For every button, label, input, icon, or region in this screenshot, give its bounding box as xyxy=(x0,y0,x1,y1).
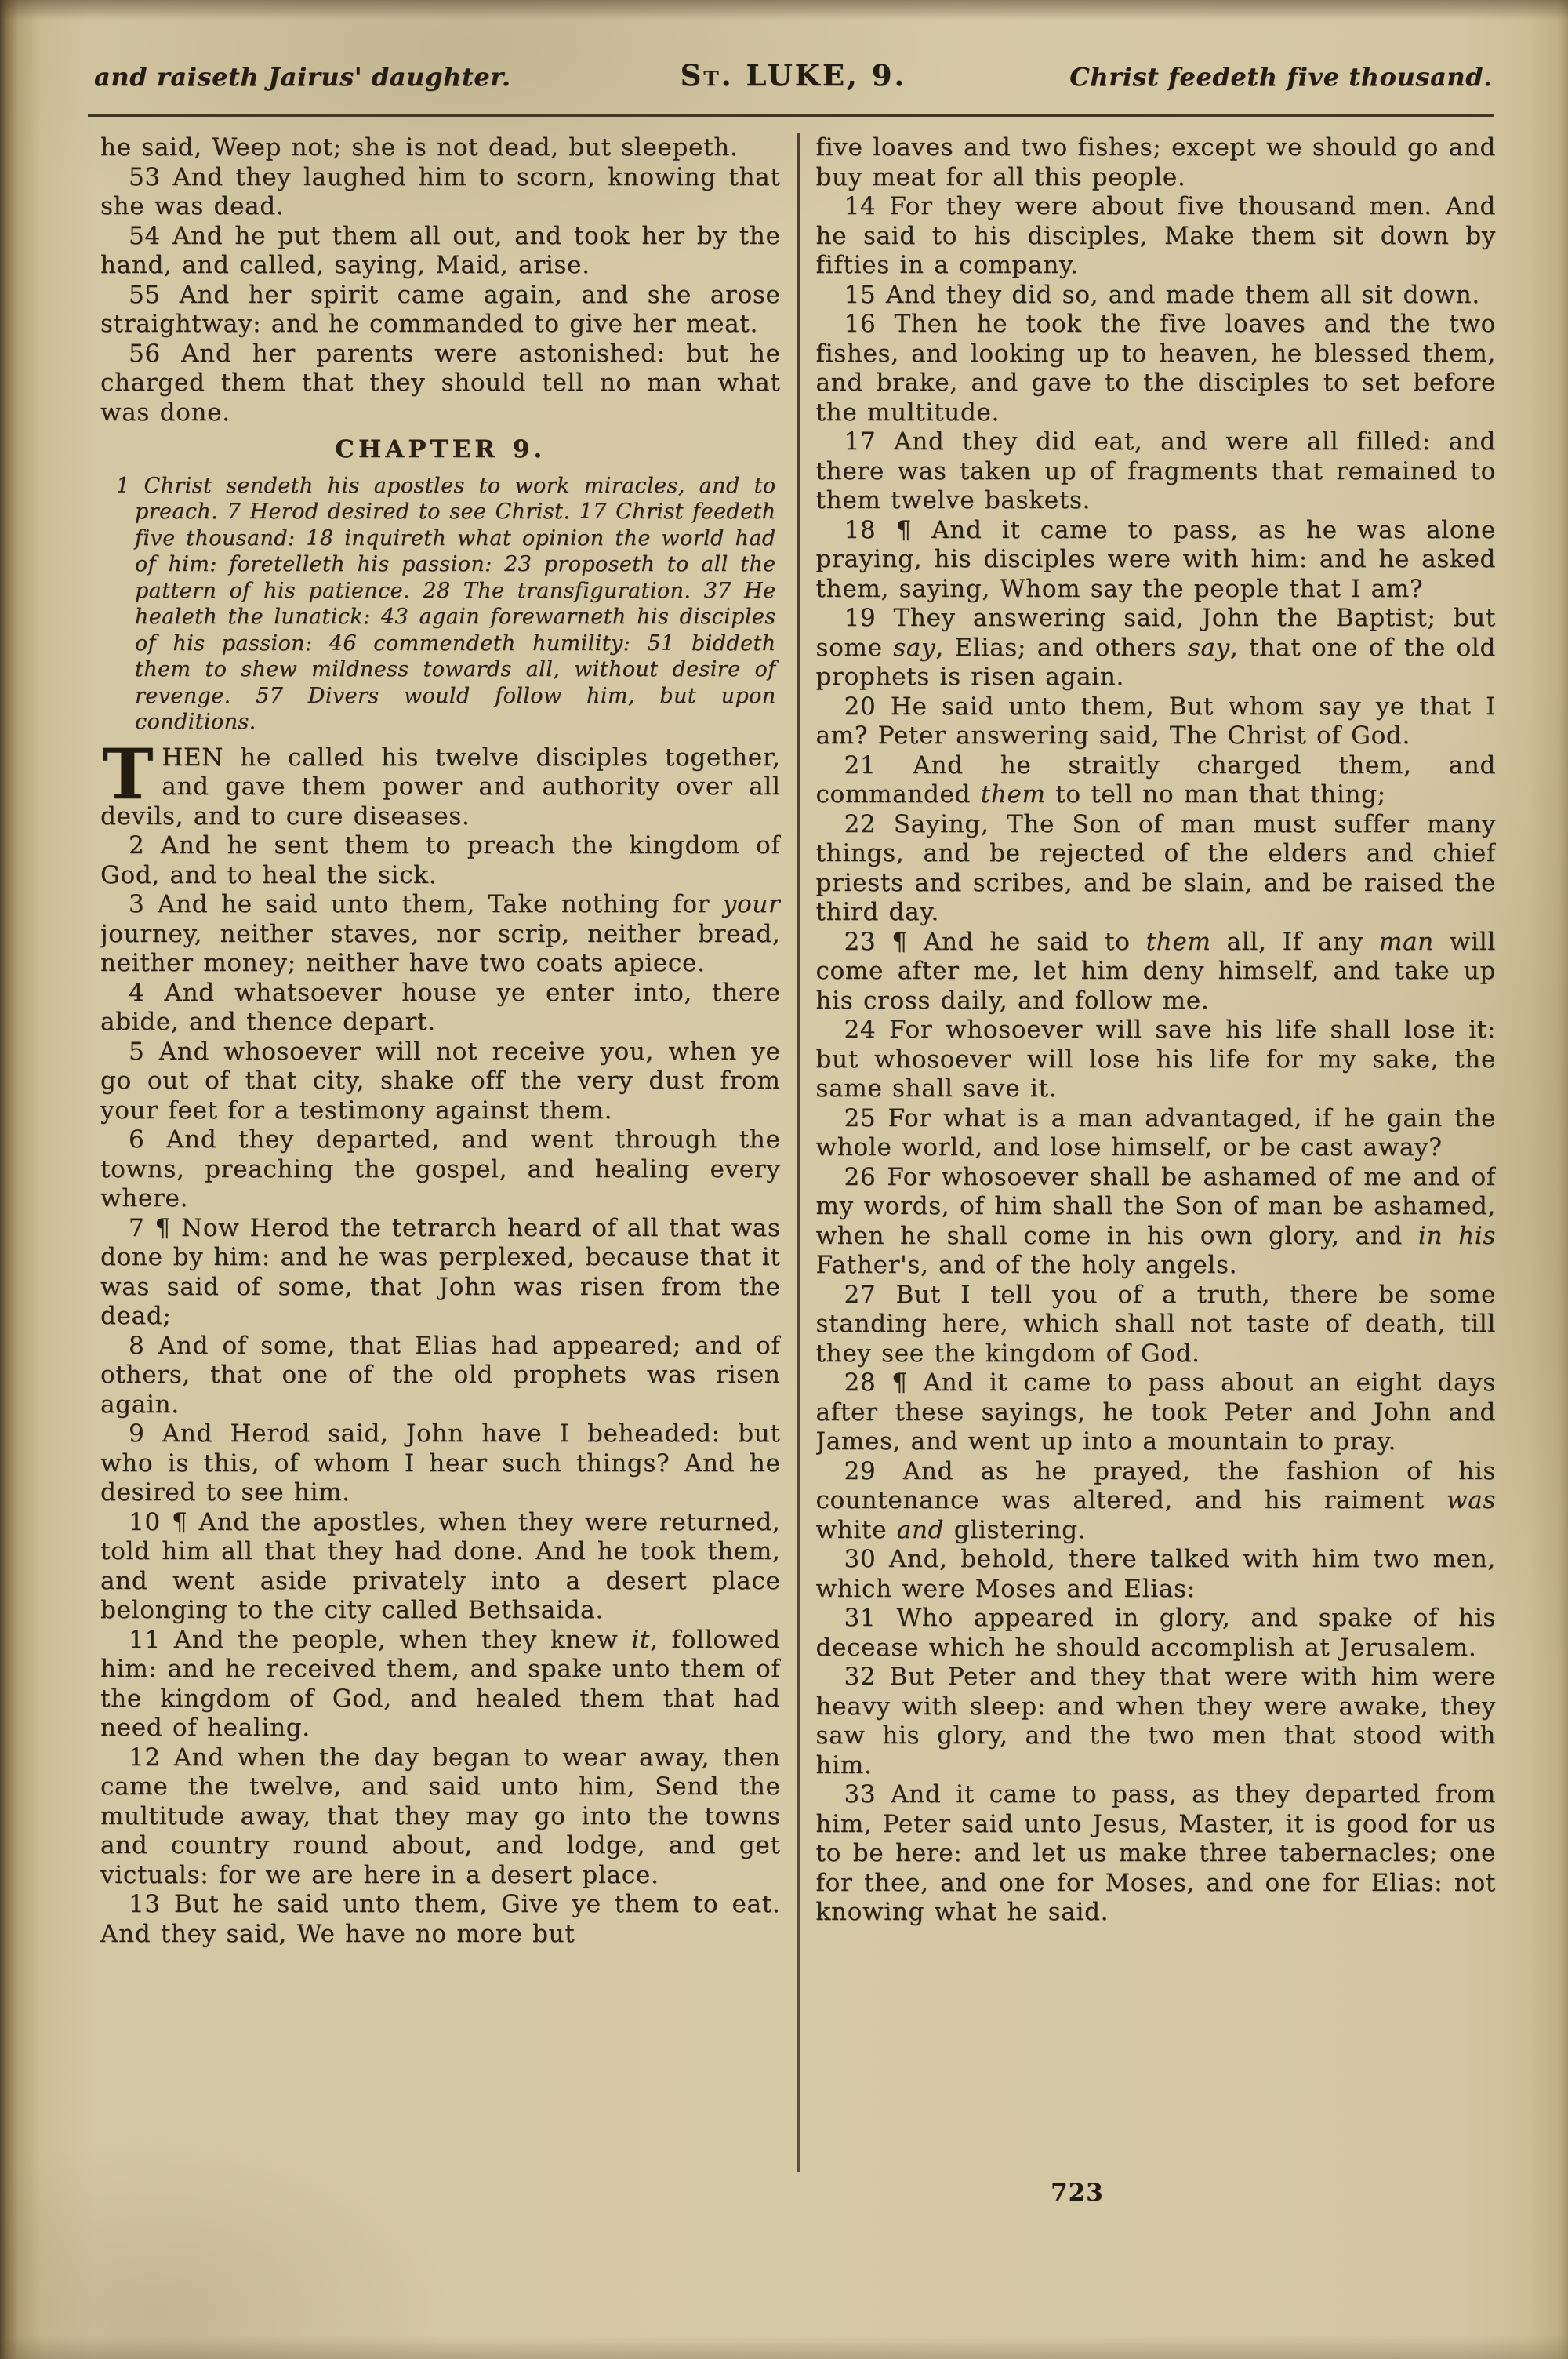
verse-paragraph: 7 ¶ Now Herod the tetrarch heard of all that was done by him: and he was perplexed, because that it was said of some, that John was risen from the dead; xyxy=(100,1213,781,1330)
verse-paragraph: 4 And whatsoever house ye enter into, there abide, and thence depart. xyxy=(100,978,781,1036)
verse-paragraph: 13 But he said unto them, Give ye them to eat. And they said, We have no more but xyxy=(100,1890,781,1948)
text-columns xyxy=(100,133,1496,2172)
verse-paragraph: 19 They answering said, John the Baptist; but some say, Elias; and others say, that one of the old prophets is risen again. xyxy=(815,604,1496,691)
verse-paragraph: 12 And when the day began to wear away, then came the twelve, and said unto him, Send the multitude away, that they may go into the towns and country round about, and lodge, and get victuals: for we are here in a desert place. xyxy=(100,1743,781,1889)
verse-paragraph: 9 And Herod said, John have I beheaded: but who is this, of whom I hear such things? And he desired to see him. xyxy=(100,1419,781,1507)
verse-paragraph: he said, Weep not; she is not dead, but sleepeth. xyxy=(100,133,739,162)
verse-paragraph: 54 And he put them all out, and took her by the hand, and called, saying, Maid, arise. xyxy=(100,221,781,279)
running-header xyxy=(94,58,1493,93)
drop-cap: T xyxy=(102,732,154,815)
verse-paragraph: 55 And her spirit came again, and she arose straightway: and he commanded to give her meat. xyxy=(100,280,781,338)
verse-paragraph: 10 ¶ And the apostles, when they were returned, told him all that they had done. And he took them, and went aside privately into a desert place belonging to the city called Bethsaida. xyxy=(100,1507,781,1624)
chapter-heading: CHAPTER 9. xyxy=(335,435,546,463)
verse-paragraph: 3 And he said unto them, Take nothing for your journey, neither staves, nor scrip, neither bread, neither money; neither have two coats apiece. xyxy=(100,890,781,977)
verse-paragraph: 30 And, behold, there talked with him two men, which were Moses and Elias: xyxy=(815,1545,1496,1603)
verse-paragraph: five loaves and two fishes; except we should go and buy meat for all this people. xyxy=(815,133,1496,191)
verse-paragraph: 32 But Peter and they that were with him were heavy with sleep: and when they were awake, they saw his glory, and the two men that stood with him. xyxy=(815,1663,1496,1779)
verse-paragraph: 11 And the people, when they knew it, followed him: and he received them, and spake unto them of the kingdom of God, and healed them that had need of healing. xyxy=(100,1625,781,1742)
running-header-center: St. LUKE, 9. xyxy=(680,58,907,93)
verse-paragraph: 5 And whosoever will not receive you, when ye go out of that city, shake off the very dust from your feet for a testimony against them. xyxy=(100,1037,781,1125)
verse-paragraph: 22 Saying, The Son of man must suffer many things, and be rejected of the elders and chief priests and scribes, and be slain, and be raised the third day. xyxy=(815,809,1496,926)
right-column xyxy=(816,133,1497,2172)
verse-paragraph: 27 But I tell you of a truth, there be some standing here, which shall not taste of death, till they see the kingdom of God. xyxy=(815,1280,1496,1368)
chapter-summary: 1 Christ sendeth his apostles to work miracles, and to preach. 7 Herod desired to see Christ. 17 Christ feedeth five thousand: 18 inquireth what opinion the world had of him: foretelleth his passion: 23 proposeth to all the pattern of his patience. 28 The transfiguration. 37 He healeth the lunatick: 43 again forewarneth his disciples of his passion: 46 commendeth humility: 51 biddeth them to shew mildness towards all, without desire of revenge. 57 Divers would follow him, but upon conditions. xyxy=(116,473,776,734)
verse-paragraph: 53 And they laughed him to scorn, knowing that she was dead. xyxy=(100,162,781,220)
page-edge-shadow-top xyxy=(0,0,1568,20)
verse-paragraph: 20 He said unto them, But whom say ye that I am? Peter answering said, The Christ of God. xyxy=(815,692,1496,750)
verse-paragraph: 29 And as he prayed, the fashion of his countenance was altered, and his raiment was white and glistering. xyxy=(815,1456,1496,1544)
verse-paragraph: THEN he called his twelve disciples together, and gave them power and authority over all devils, and to cure diseases. xyxy=(100,732,781,831)
verse-paragraph: 17 And they did eat, and were all filled: and there was taken up of fragments that remained to them twelve baskets. xyxy=(815,427,1496,514)
verse-paragraph: 25 For what is a man advantaged, if he gain the whole world, and lose himself, or be cast away? xyxy=(815,1103,1496,1161)
verse-paragraph: 28 ¶ And it came to pass about an eight days after these sayings, he took Peter and John and James, and went up into a mountain to pray. xyxy=(815,1369,1496,1456)
left-column xyxy=(100,133,781,2172)
verse-paragraph: 2 And he sent them to preach the kingdom of God, and to heal the sick. xyxy=(100,831,781,889)
column-divider xyxy=(797,133,800,2172)
verse-paragraph: 6 And they departed, and went through the towns, preaching the gospel, and healing every where. xyxy=(100,1125,781,1212)
verse-paragraph: 21 And he straitly charged them, and commanded them to tell no man that thing; xyxy=(815,751,1496,809)
verse-paragraph: 56 And her parents were astonished: but he charged them that they should tell no man what was done. xyxy=(100,339,781,427)
running-header-left: and raiseth Jairus' daughter. xyxy=(94,62,511,92)
running-header-right: Christ feedeth five thousand. xyxy=(1069,62,1493,92)
verse-paragraph: 18 ¶ And it came to pass, as he was alone praying, his disciples were with him: and he asked them, saying, Whom say the people that I am? xyxy=(815,515,1496,603)
verse-paragraph: 16 Then he took the five loaves and the two fishes, and looking up to heaven, he blessed them, and brake, and gave to the disciples to set before the multitude. xyxy=(815,310,1496,427)
page-number: 723 xyxy=(1051,2179,1104,2207)
verse-paragraph: 15 And they did so, and made them all sit down. xyxy=(844,280,1480,309)
verse-paragraph: 24 For whosoever will save his life shall lose it: but whosoever will lose his life for my sake, the same shall save it. xyxy=(815,1016,1496,1103)
verse-paragraph: 31 Who appeared in glory, and spake of his decease which he should accomplish at Jerusalem. xyxy=(815,1604,1496,1662)
verse-paragraph: 8 And of some, that Elias had appeared; and of others, that one of the old prophets was risen again. xyxy=(100,1331,781,1419)
verse-paragraph: 23 ¶ And he said to them all, If any man will come after me, let him deny himself, and take up his cross daily, and follow me. xyxy=(815,927,1496,1015)
verse-paragraph: 26 For whosoever shall be ashamed of me and of my words, of him shall the Son of man be ashamed, when he shall come in his own glory, and in his Father's, and of the holy angels. xyxy=(815,1162,1496,1279)
header-rule xyxy=(88,114,1494,117)
verse-paragraph: 33 And it came to pass, as they departed from him, Peter said unto Jesus, Master, it is good for us to be here: and let us make three tabernacles; one for thee, and one for Moses, and one for Elias: not knowing what he said. xyxy=(815,1780,1496,1926)
page-edge-shadow-bottom xyxy=(0,2335,1568,2359)
verse-paragraph: 14 For they were about five thousand men. And he said to his disciples, Make them sit down by fifties in a company. xyxy=(815,192,1496,279)
